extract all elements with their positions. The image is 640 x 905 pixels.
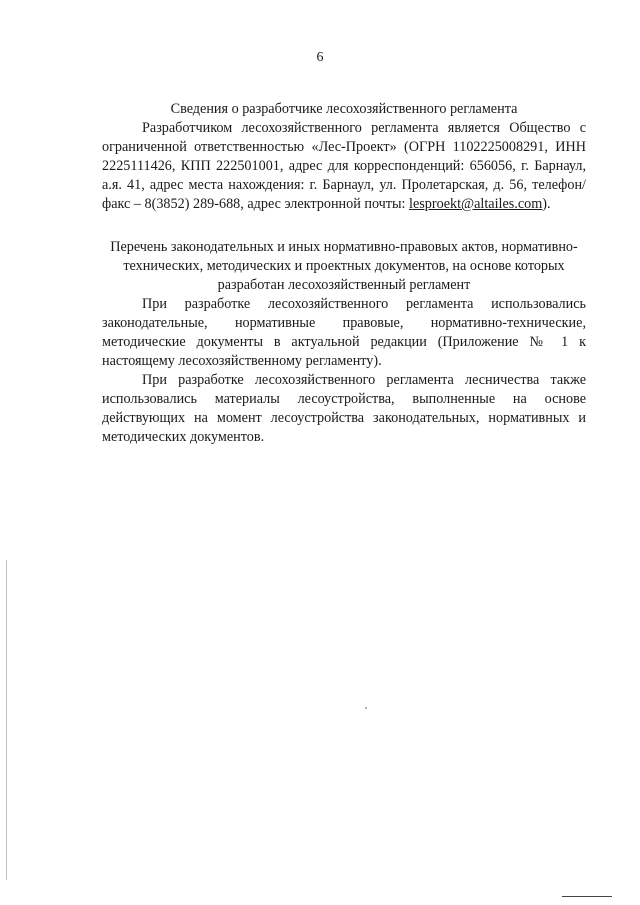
- developer-email-link[interactable]: lesproekt@altailes.com: [409, 196, 543, 212]
- scan-edge-mark-bottom: [562, 896, 612, 897]
- regulatory-documents-heading: Перечень законодательных и иных нормативно-правовых актов, нормативно-технических, методических и проектных документов, на основе которых разработан лесохозяйственный регламент: [110, 239, 578, 293]
- scan-speck: [365, 707, 367, 709]
- page-number: 6: [316, 50, 324, 65]
- developer-info-text-end: ).: [542, 196, 551, 212]
- developer-info-text: Разработчиком лесохозяйственного регламента является Общество с ограниченной ответственностью «Лес-Проект» (ОГРН 1102225008291, ИНН 2225111426, КПП 222501001, адрес для корреспонденций: 656056, г. Барнаул, а.я. 41, адрес места нахождения: г. Барнаул, ул. Пролетарская, д. 56, телефон/факс – 8(3852) 289-688, адрес электронной почты:: [102, 120, 586, 212]
- regulatory-documents-section: [102, 238, 586, 447]
- regulatory-documents-paragraph-2: При разработке лесохозяйственного регламента лесничества также использовались материалы лесоустройства, выполненные на основе действующих на момент лесоустройства законодательных, нормативных и методических документов.: [102, 372, 586, 445]
- developer-info-paragraph: [102, 119, 586, 214]
- developer-info-section: [102, 100, 586, 214]
- scan-edge-mark-left: [6, 560, 7, 880]
- regulatory-documents-paragraph-1: При разработке лесохозяйственного регламента использовались законодательные, нормативные правовые, нормативно-технические, методические документы в актуальной редакции (Приложение № 1 к настоящему лесохозяйственному регламенту).: [102, 296, 586, 369]
- developer-info-heading: Сведения о разработчике лесохозяйственного регламента: [170, 101, 518, 117]
